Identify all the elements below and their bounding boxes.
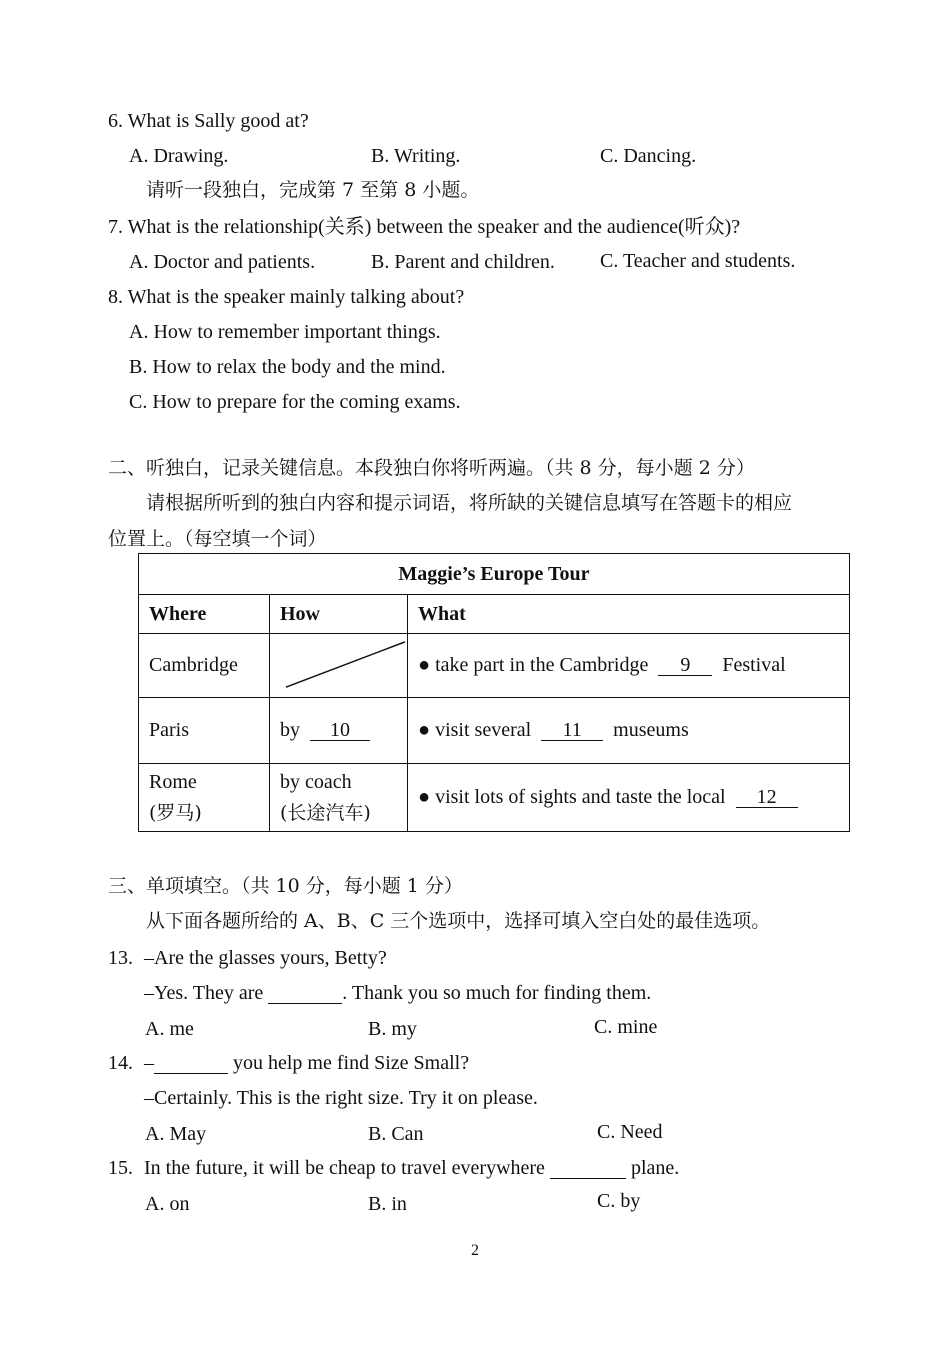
diagonal-line-icon	[270, 634, 407, 697]
q14-option-a: A. May	[145, 1123, 207, 1145]
q15-option-a: A. on	[145, 1193, 190, 1215]
q7-option-b: B. Parent and children.	[371, 251, 555, 273]
q14-number: 14.	[108, 1052, 133, 1074]
header-where: Where	[139, 595, 270, 634]
blank-12: 12	[736, 787, 798, 808]
q6-option-b: B. Writing.	[371, 145, 461, 167]
header-how: How	[270, 595, 408, 634]
q13-blank	[268, 983, 342, 1004]
q6-option-c: C. Dancing.	[600, 145, 697, 167]
row-cambridge-what	[408, 634, 850, 698]
q8-option-a: A. How to remember important things.	[129, 321, 441, 343]
q14-line1-post: you help me find Size Small?	[233, 1052, 470, 1074]
q6-option-a: A. Drawing.	[129, 145, 229, 167]
q13-number: 13.	[108, 947, 133, 969]
row-paris-how	[270, 698, 408, 764]
q8-option-c: C. How to prepare for the coming exams.	[129, 391, 461, 413]
row-rome-where-text: Rome	[149, 771, 197, 794]
q15-option-c: C. by	[597, 1190, 641, 1212]
section3-heading: 三、单项填空。（共 10 分，每小题 1 分）	[108, 875, 463, 897]
header-what: What	[408, 595, 850, 634]
q14-line1	[144, 1053, 469, 1074]
blank-10: 10	[310, 720, 370, 741]
q7-stem: 7. What is the relationship(关系) between the speaker and the audience(听众)?	[108, 216, 741, 238]
row-paris-what-text: ● visit several	[418, 719, 532, 741]
q14-blank	[154, 1053, 228, 1074]
q13-line1: –Are the glasses yours, Betty?	[144, 947, 387, 969]
row-rome-what-text: ● visit lots of sights and taste the local	[418, 786, 726, 808]
blank-9: 9	[658, 655, 712, 676]
row-cambridge-what-text: ● take part in the Cambridge	[418, 654, 649, 676]
row-paris-what	[408, 698, 850, 764]
section2-heading: 二、听独白，记录关键信息。本段独白你将听两遍。（共 8 分，每小题 2 分）	[108, 457, 755, 479]
q15-option-b: B. in	[368, 1193, 407, 1215]
row-rome-what	[408, 764, 850, 832]
q7-option-a: A. Doctor and patients.	[129, 251, 316, 273]
blank-11: 11	[541, 720, 603, 741]
row-cambridge-where: Cambridge	[139, 634, 270, 698]
q15-line1-pre: In the future, it will be cheap to travel everywhere	[144, 1157, 545, 1179]
q8-option-b: B. How to relax the body and the mind.	[129, 356, 446, 378]
q13-option-b: B. my	[368, 1018, 417, 1040]
q13-option-a: A. me	[145, 1018, 194, 1040]
q7-option-c: C. Teacher and students.	[600, 250, 796, 272]
q8-stem: 8. What is the speaker mainly talking about?	[108, 286, 465, 308]
q13-line2-pre: –Yes. They are	[144, 982, 264, 1004]
row-paris-what-post: museums	[613, 719, 689, 741]
q15-number: 15.	[108, 1157, 133, 1179]
row-rome-how	[270, 764, 408, 832]
q15-blank	[550, 1158, 626, 1179]
page-number: 2	[471, 1242, 479, 1259]
row-rome-where	[139, 764, 270, 832]
q13-option-c: C. mine	[594, 1016, 658, 1038]
q13-line2	[144, 983, 651, 1004]
q6-stem: 6. What is Sally good at?	[108, 110, 309, 132]
section2-instruction-line1: 请根据所听到的独白内容和提示词语，将所缺的关键信息填写在答题卡的相应	[146, 492, 793, 514]
section2-instruction-line2: 位置上。（每空填一个词）	[108, 528, 327, 550]
q15-line1	[144, 1158, 679, 1179]
row-paris-how-text: by	[280, 719, 300, 741]
row-rome-where-note: (罗马)	[149, 802, 202, 825]
instruction-7-8: 请听一段独白，完成第 7 至第 8 小题。	[146, 179, 480, 201]
q14-option-c: C. Need	[597, 1121, 663, 1143]
section3-instruction: 从下面各题所给的 A、B、C 三个选项中，选择可填入空白处的最佳选项。	[146, 910, 771, 932]
row-cambridge-how-crossed	[270, 634, 408, 698]
tour-table	[138, 553, 850, 832]
row-paris-where: Paris	[139, 698, 270, 764]
q14-option-b: B. Can	[368, 1123, 424, 1145]
row-cambridge-what-post: Festival	[722, 654, 786, 676]
q14-line1-pre: –	[144, 1052, 154, 1074]
row-rome-how-note: (长途汽车)	[280, 802, 371, 825]
q14-line2: –Certainly. This is the right size. Try it on please.	[144, 1087, 538, 1109]
q15-line1-post: plane.	[630, 1157, 680, 1179]
table-title: Maggie’s Europe Tour	[139, 554, 850, 595]
q13-line2-post: . Thank you so much for finding them.	[342, 982, 652, 1004]
row-rome-how-text: by coach	[280, 771, 352, 794]
